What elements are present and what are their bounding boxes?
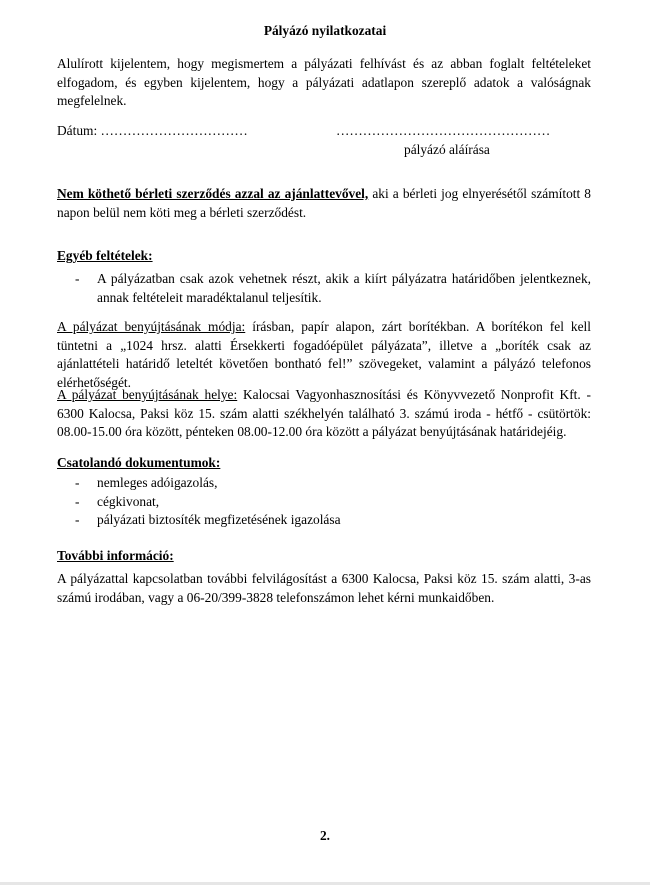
list-item: - nemleges adóigazolás, <box>75 475 218 490</box>
signature-line: ………………………………………… <box>336 123 551 138</box>
more-info-heading: További információ: <box>57 548 174 563</box>
lease-text: aki a bérleti jog elnyerésétől számított 8 napon belül nem köti meg a bérleti szerződést. <box>57 186 591 220</box>
list-item: - A pályázatban csak azok vehetnek részt, akik a kiírt pályázatra határidőben jelentkeznek, annak feltételeit maradéktalanul teljesítik. <box>75 271 591 305</box>
other-conditions-heading: Egyéb feltételek: <box>57 248 153 263</box>
submission-place-paragraph <box>57 386 591 442</box>
list-item: - cégkivonat, <box>75 493 160 509</box>
submission-place-text: Kalocsai Vagyonhasznosítási és Könyvvezető Nonprofit Kft. - 6300 Kalocsa, Paksi köz 15. szám alatti székhelyén található 3. számú iroda - hétfő - csütörtök: 08.00-15.00 óra között, pénteken 08.00-12.00 óra között a pályázat benyújtásának határidejéig. <box>57 387 591 440</box>
date-field: Dátum: …………………………… <box>57 123 248 138</box>
lease-paragraph <box>57 185 591 222</box>
page-title: Pályázó nyilatkozatai <box>263 23 387 38</box>
submission-method-paragraph <box>57 318 591 392</box>
submission-method-text: írásban, papír alapon, zárt borítékban. A borítékon fel kell tüntetni a „1024 hrsz. alatti Érsekkerti fogadóépület pályázata”, illetve a „boríték csak az ajánlattételi határidő leteltét követően bontható fel!” szövegeket, valamint a pályázó telefonos elérhetőségét. <box>57 319 591 390</box>
submission-method-heading: A pályázat benyújtásának módja: <box>57 319 246 334</box>
attachments-list <box>57 474 591 530</box>
lease-heading: Nem köthető bérleti szerződés azzal az ajánlattevővel, <box>57 186 369 201</box>
signature-label: pályázó aláírása <box>404 142 490 157</box>
declaration-paragraph: Alulírott kijelentem, hogy megismertem a pályázati felhívást és az abban foglalt feltételeket elfogadom, és egyben kijelentem, hogy a pályázati adatlapon szereplő adatok a valóságnak megfelelnek. <box>57 56 591 109</box>
submission-place-heading: A pályázat benyújtásának helye: <box>57 387 238 402</box>
more-info-paragraph: A pályázattal kapcsolatban további felvilágosítást a 6300 Kalocsa, Paksi köz 15. szám alatti, 3-as számú irodában, vagy a 06-20/399-3828 telefonszámon lehet kérni munkaidőben. <box>57 571 591 605</box>
other-conditions-list <box>57 270 591 307</box>
page-number: 2. <box>319 828 331 843</box>
attachments-heading: Csatolandó dokumentumok: <box>57 455 221 470</box>
list-item: - pályázati biztosíték megfizetésének igazolása <box>75 512 341 528</box>
